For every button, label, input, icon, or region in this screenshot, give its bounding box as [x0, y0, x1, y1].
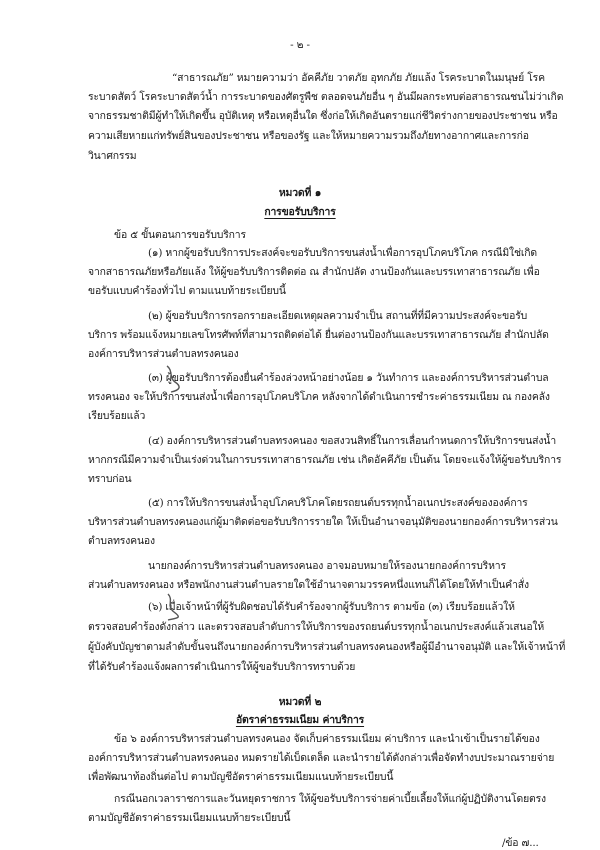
page-number: - ๒ -	[290, 39, 310, 51]
item-5-line: บริหารส่วนตำบลทรงคนองแก่ผู้มาติดต่อขอรับบริการรายใด ให้เป็นอำนาจอนุมัติของนายกองค์การบริหารส่วน	[88, 516, 558, 528]
holiday-line: กรณีนอกเวลาราชการและวันหยุดราชการ ให้ผู้ขอรับบริการจ่ายค่าเบี้ยเลี้ยงให้แก่ผู้ปฏิบัติงานโดยตรง	[114, 793, 546, 805]
item-1-line: จากสาธารณภัยหรือภัยแล้ง ให้ผู้ขอรับบริการติดต่อ ณ สำนักปลัด งานป้องกันและบรรเทาสาธารณภัย เพื่อ	[88, 266, 540, 278]
item-1-line: ขอรับแบบคำร้องทั่วไป ตามแนบท้ายระเบียบนี้	[88, 285, 286, 297]
item-6-line: ผู้บังคับบัญชาตามลำดับขั้นจนถึงนายกองค์การบริหารส่วนตำบลทรงคนองหรือผู้มีอำนาจอนุมัติ และให้เจ้าหน้าที่	[88, 641, 566, 653]
pen-mark-icon	[163, 364, 187, 394]
chapter-1-heading: หมวดที่ ๑	[278, 187, 322, 199]
item-6-line: (๖) เมื่อเจ้าหน้าที่ผู้รับผิดชอบได้รับคำร้องจากผู้รับบริการ ตามข้อ (๓) เรียบร้อยแล้วให้	[148, 601, 515, 613]
section-5-heading: ข้อ ๕ ขั้นตอนการขอรับบริการ	[114, 229, 246, 241]
item-2-line: องค์การบริหารส่วนตำบลทรงคนอง	[88, 348, 239, 360]
definition-line: ความเสียหายแก่ทรัพย์สินของประชาชน หรือของรัฐ และให้หมายความรวมถึงภัยทางอากาศและการก่อ	[88, 130, 529, 142]
item-6-line: ที่ได้รับคำร้องแจ้งผลการดำเนินการให้ผู้ขอรับบริการทราบด้วย	[88, 661, 356, 673]
definition-line: จากธรรมชาติมีผู้ทำให้เกิดขึ้น อุบัติเหตุ หรือเหตุอื่นใด ซึ่งก่อให้เกิดอันตรายแก่ชีวิตร่างกายของประชาชน หรือ	[88, 110, 558, 122]
section-6-line: ข้อ ๖ องค์การบริหารส่วนตำบลทรงคนอง จัดเก็บค่าธรรมเนียม ค่าบริการ และนำเข้าเป็นรายได้ของ	[114, 733, 540, 745]
chapter-1-title: การขอรับบริการ	[264, 206, 336, 218]
item-3-line: เรียบร้อยแล้ว	[88, 410, 146, 422]
definition-line: “สาธารณภัย” หมายความว่า อัคคีภัย วาตภัย อุทกภัย ภัยแล้ง โรคระบาดในมนุษย์ โรค	[172, 72, 545, 84]
item-2-line: บริการ พร้อมแจ้งหมายเลขโทรศัพท์ที่สามารถติดต่อได้ ยื่นต่องานป้องกันและบรรเทาสาธารณภัย สำนักปลัด	[88, 329, 549, 341]
item-3-line: (๓) ผู้ขอรับบริการต้องยื่นคำร้องล่วงหน้าอย่างน้อย ๑ วันทำการ และองค์การบริหารส่วนตำบล	[148, 372, 549, 384]
item-6-line: ตรวจสอบคำร้องดังกล่าว และตรวจสอบลำดับการให้บริการของรถยนต์บรรทุกน้ำอเนกประสงค์แล้วเสนอให้	[88, 621, 545, 633]
item-4-line: ทราบก่อน	[88, 473, 132, 485]
item-5-line: ตำบลทรงคนอง	[88, 535, 155, 547]
delegation-line: นายกองค์การบริหารส่วนตำบลทรงคนอง อาจมอบหมายให้รองนายกองค์การบริหาร	[148, 560, 506, 572]
definition-line: วินาศกรรม	[88, 150, 137, 162]
item-2-line: (๒) ผู้ขอรับบริการกรอกรายละเอียดเหตุผลความจำเป็น สถานที่ที่มีความประสงค์จะขอรับ	[148, 310, 528, 322]
pen-mark-icon	[162, 592, 186, 622]
chapter-2-title: อัตราค่าธรรมเนียม ค่าบริการ	[235, 714, 365, 726]
holiday-line: ตามบัญชีอัตราค่าธรรมเนียมแนบท้ายระเบียบนี้	[88, 812, 291, 824]
item-4-line: (๔) องค์การบริหารส่วนตำบลทรงคนอง ขอสงวนสิทธิ์ในการเลื่อนกำหนดการให้บริการขนส่งน้ำ	[148, 435, 557, 447]
delegation-line: ส่วนตำบลทรงคนอง หรือพนักงานส่วนตำบลรายใดใช้อำนาจตามวรรคหนึ่งแทนก็ได้โดยให้ทำเป็นคำสั่ง	[88, 579, 529, 591]
section-6-line: องค์การบริหารส่วนตำบลทรงคนอง หมดรายได้เบ็ดเตล็ด และนำรายได้ดังกล่าวเพื่อจัดทำงบประมาณรายจ่าย	[88, 752, 555, 764]
item-1-line: (๑) หากผู้ขอรับบริการประสงค์จะขอรับบริการขนส่งน้ำเพื่อการอุปโภคบริโภค กรณีมิใช่เกิด	[148, 247, 537, 259]
item-3-line: ทรงคนอง จะให้บริการขนส่งน้ำเพื่อการอุปโภคบริโภค หลังจากได้ดำเนินการชำระค่าธรรมเนียม ณ กองคลัง	[88, 391, 550, 403]
chapter-2-heading: หมวดที่ ๒	[278, 696, 322, 708]
item-5-line: (๕) การให้บริการขนส่งน้ำอุปโภคบริโภคโดยรถยนต์บรรทุกน้ำอเนกประสงค์ขององค์การ	[148, 497, 528, 509]
section-6-line: เพื่อพัฒนาท้องถิ่นต่อไป ตามบัญชีอัตราค่าธรรมเนียมแนบท้ายระเบียบนี้	[88, 771, 394, 783]
item-4-line: หากกรณีมีความจำเป็นเร่งด่วนในการบรรเทาสาธารณภัย เช่น เกิดอัคคีภัย เป็นต้น โดยจะแจ้งให้ผู้ขอรับบริการ	[88, 454, 562, 466]
continuation-marker: /ข้อ ๗...	[502, 837, 539, 849]
definition-line: ระบาดสัตว์ โรคระบาดสัตว์น้ำ การระบาดของศัตรูพืช ตลอดจนภัยอื่น ๆ อันมีผลกระทบต่อสาธารณชนไม่ว่าเกิด	[88, 91, 564, 103]
